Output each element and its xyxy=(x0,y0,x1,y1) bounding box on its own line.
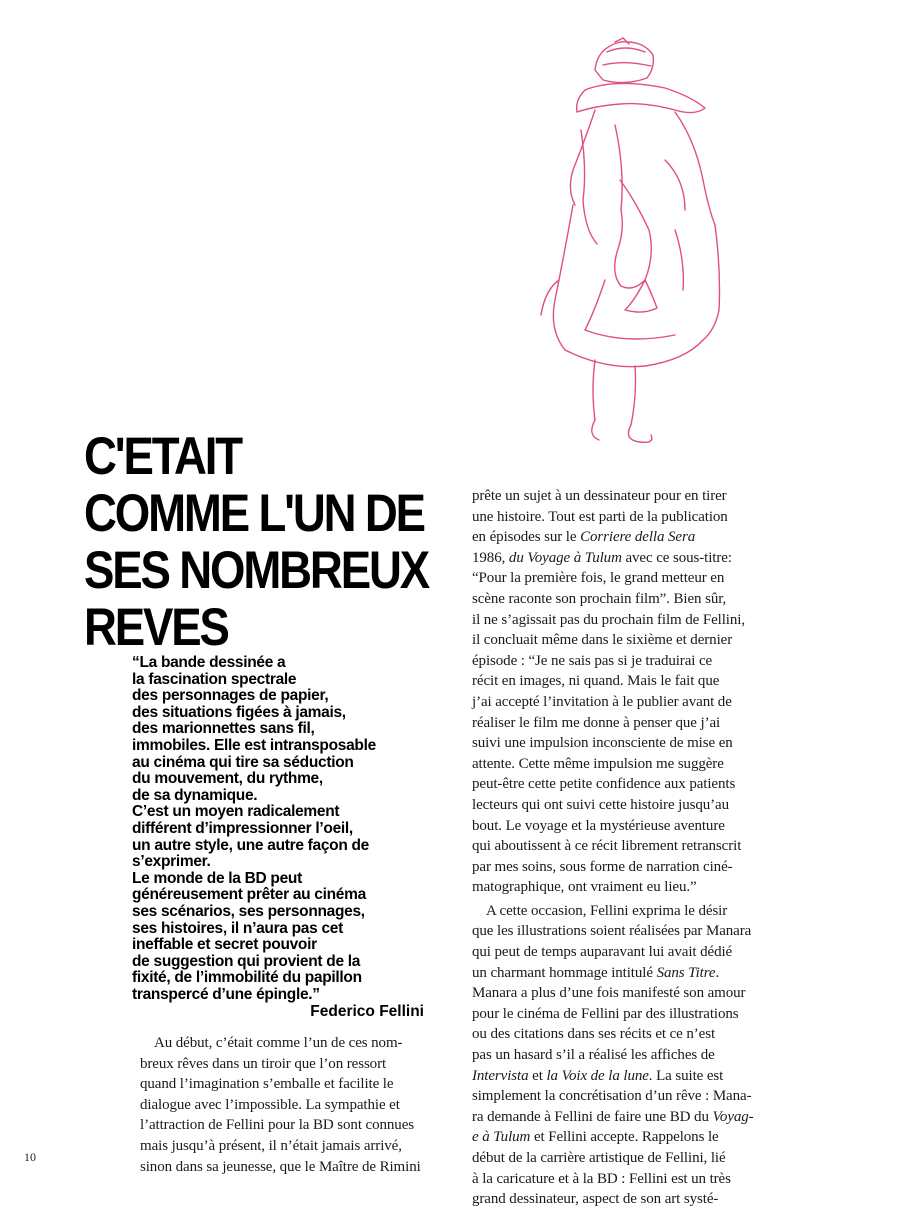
body-line: une histoire. Tout est parti de la publication xyxy=(472,508,728,525)
body-line: breux rêves dans un tiroir que l’on ressort xyxy=(140,1055,387,1072)
body-column-left xyxy=(140,1033,440,1177)
quote-line: du mouvement, du rythme, xyxy=(132,770,323,788)
pull-quote xyxy=(132,655,432,1003)
body-line: simplement la concrétisation d’un rêve : Mana- xyxy=(472,1088,752,1105)
work-title: Voyag- xyxy=(712,1108,754,1125)
body-line: grand dessinateur, aspect de son art systé- xyxy=(472,1191,719,1208)
quote-line: des marionnettes sans fil, xyxy=(132,720,315,738)
quote-line: Le monde de la BD peut xyxy=(132,869,302,887)
newspaper-title: Corriere della Sera xyxy=(580,529,696,546)
headline-line-4: REVES xyxy=(84,598,228,657)
quote-line: généreusement prêter au cinéma xyxy=(132,886,366,904)
work-title: du Voyage à Tulum xyxy=(508,549,622,566)
body-line: pour le cinéma de Fellini par des illustrations xyxy=(472,1005,739,1022)
film-title: la Voix de la lune xyxy=(546,1067,649,1084)
quote-line: immobiles. Elle est intransposable xyxy=(132,736,376,754)
text-run: un charmant hommage intitulé xyxy=(472,964,653,981)
quote-line: au cinéma qui tire sa séduction xyxy=(132,753,354,771)
work-title: Sans Titre xyxy=(656,964,716,981)
headline xyxy=(84,427,428,657)
text-run: et Fellini accepte. Rappelons le xyxy=(533,1129,719,1146)
body-line: début de la carrière artistique de Fellini, lié xyxy=(472,1150,726,1166)
quote-line: un autre style, une autre façon de xyxy=(132,836,369,854)
quote-line: de sa dynamique. xyxy=(132,786,258,804)
body-line: A cette occasion, Fellini exprima le désir xyxy=(486,902,728,919)
headline-line-1: C'ETAIT xyxy=(84,427,241,486)
body-line: ou des citations dans ses récits et ce n’est xyxy=(472,1026,716,1043)
body-line: Manara a plus d’une fois manifesté son amour xyxy=(472,985,746,1002)
body-line: matographique, ont vraiment eu lieu.” xyxy=(472,879,697,896)
body-line: mais jusqu’à présent, il n’était jamais arrivé, xyxy=(140,1137,402,1154)
body-line: réaliser le film me donne à penser que j’ai xyxy=(472,714,721,731)
body-line: qui peut de temps auparavant lui avait dédié xyxy=(472,944,733,961)
body-line: sinon dans sa jeunesse, que le Maître de Rimini xyxy=(140,1158,421,1175)
body-line: “Pour la première fois, le grand metteur en xyxy=(472,570,725,587)
figure-sketch-illustration xyxy=(525,30,725,455)
body-line: suivi une impulsion inconsciente de mise en xyxy=(472,735,733,752)
body-line: par mes soins, sous forme de narration ciné- xyxy=(472,858,733,875)
quote-line: de suggestion qui provient de la xyxy=(132,952,361,970)
body-line xyxy=(472,527,772,548)
body-column-right xyxy=(472,486,772,1210)
text-run: . La suite est xyxy=(648,1067,724,1084)
page-number: 10 xyxy=(24,1150,36,1164)
text-run: ra demande à Fellini de faire une BD du xyxy=(472,1108,709,1125)
body-line: épisode : “Je ne sais pas si je traduirai ce xyxy=(472,652,713,669)
headline-line-3: SES NOMBREUX xyxy=(84,541,428,600)
text-run: 1986, xyxy=(472,549,506,566)
quote-line: transpercé d’une épingle.” xyxy=(132,985,320,1003)
body-line: qui aboutissent à ce récit librement retranscrit xyxy=(472,838,742,855)
body-line: prête un sujet à un dessinateur pour en tirer xyxy=(472,488,727,504)
body-line: bout. Le voyage et la mystérieuse aventure xyxy=(472,817,725,834)
body-line: à la caricature et à la BD : Fellini est un très xyxy=(472,1170,731,1187)
quote-line: différent d’impressionner l’oeil, xyxy=(132,819,353,837)
body-line: quand l’imagination s’emballe et facilite le xyxy=(140,1076,394,1093)
quote-line: C’est un moyen radicalement xyxy=(132,803,340,821)
quote-line: ses scénarios, ses personnages, xyxy=(132,902,365,920)
body-line: scène raconte son prochain film”. Bien sûr, xyxy=(472,590,727,607)
work-title: e à Tulum xyxy=(472,1129,531,1146)
body-line: Au début, c’était comme l’un de ces nom- xyxy=(154,1035,403,1051)
quote-line: la fascination spectrale xyxy=(132,670,297,688)
body-line: pas un hasard s’il a réalisé les affiches de xyxy=(472,1047,715,1064)
body-line: dialogue avec l’impossible. La sympathie et xyxy=(140,1096,400,1113)
body-line: j’ai accepté l’invitation à le publier avant de xyxy=(472,693,732,710)
body-line: peut-être cette petite confidence aux patients xyxy=(472,776,736,793)
body-line xyxy=(472,548,772,569)
quote-line: “La bande dessinée a xyxy=(132,654,286,671)
body-line: attente. Cette même impulsion me suggère xyxy=(472,755,724,772)
body-line xyxy=(472,1107,772,1128)
text-run: et xyxy=(532,1067,543,1084)
quote-line: des personnages de papier, xyxy=(132,687,329,705)
body-line: un charmant hommage intitulé Sans Titre. xyxy=(472,964,720,981)
quote-line: s’exprimer. xyxy=(132,853,211,871)
body-line: récit en images, ni quand. Mais le fait que xyxy=(472,673,720,690)
body-line: il ne s’agissait pas du prochain film de Fellini, xyxy=(472,611,745,628)
film-title: Intervista xyxy=(472,1067,529,1084)
quote-line: fixité, de l’immobilité du papillon xyxy=(132,969,362,987)
body-line xyxy=(472,1127,772,1148)
text-run: avec ce sous-titre: xyxy=(625,549,732,566)
body-line xyxy=(472,1066,772,1087)
quote-line: ses histoires, il n’aura pas cet xyxy=(132,919,343,937)
body-line: l’attraction de Fellini pour la BD sont connues xyxy=(140,1117,414,1134)
body-line: que les illustrations soient réalisées par Manara xyxy=(472,923,752,940)
quote-author: Federico Fellini xyxy=(310,1003,424,1020)
quote-line: des situations figées à jamais, xyxy=(132,703,346,721)
text-run: en épisodes sur le xyxy=(472,529,577,546)
body-line: il concluait même dans le sixième et dernier xyxy=(472,632,733,649)
quote-line: ineffable et secret pouvoir xyxy=(132,936,317,954)
headline-line-2: COMME L'UN DE xyxy=(84,484,424,543)
body-line: lecteurs qui ont suivi cette histoire jusqu’au xyxy=(472,796,730,813)
